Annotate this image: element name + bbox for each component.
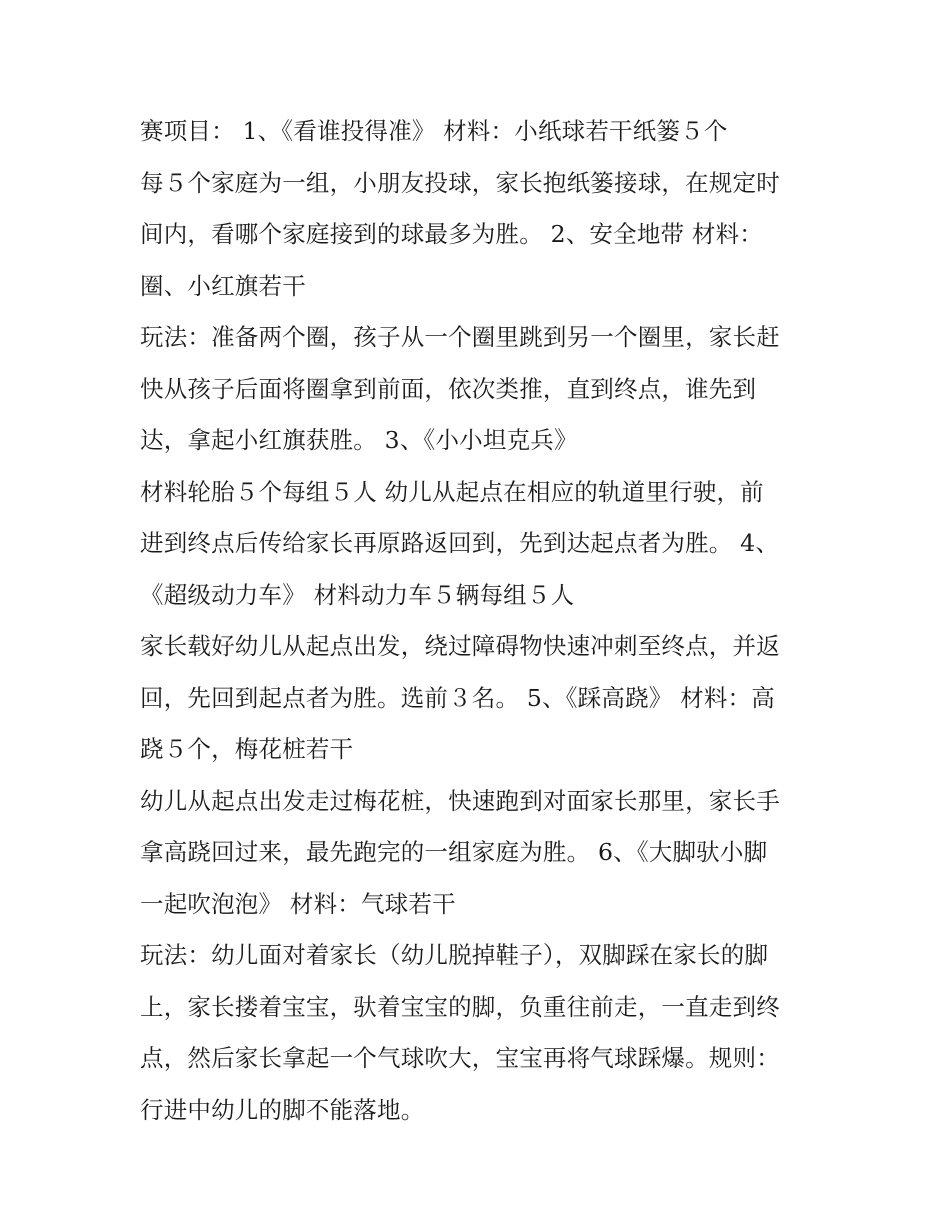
- text-line: 快从孩子后面将圈拿到前面，依次类推，直到终点，谁先到: [140, 374, 757, 403]
- text-line: 圈、小红旗若干: [140, 271, 306, 300]
- text-line: 家长载好幼儿从起点出发，绕过障碍物快速冲刺至终点，并返: [140, 632, 780, 660]
- text-line: 进到终点后传给家长再原路返回到，先到达起点者为胜。 4、: [140, 529, 780, 557]
- text-line: 跷５个，梅花桩若干: [140, 735, 354, 763]
- text-line: 一起吹泡泡》 材料：气球若干: [140, 889, 456, 918]
- text-line: 上，家长搂着宝宝，驮着宝宝的脚，负重往前走，一直走到终: [140, 992, 780, 1021]
- text-line: 达，拿起小红旗获胜。 3、《小小坦克兵》: [140, 426, 578, 454]
- text-line: 玩法：准备两个圈，孩子从一个圈里跳到另一个圈里，家长赶: [140, 323, 780, 351]
- text-line: 行进中幼儿的脚不能落地。: [140, 1095, 425, 1124]
- text-line: 点，然后家长拿起一个气球吹大，宝宝再将气球踩爆。规则：: [140, 1044, 780, 1072]
- document-body: [140, 106, 820, 1136]
- text-line: 回，先回到起点者为胜。选前３名。 5、《踩高跷》 材料：高: [140, 683, 775, 712]
- text-line: 幼儿从起点出发走过梅花桩，快速跑到对面家长那里，家长手: [140, 786, 780, 815]
- text-line: 间内，看哪个家庭接到的球最多为胜。 2、安全地带 材料：: [140, 220, 763, 248]
- text-line: 材料轮胎５个每组５人 幼儿从起点在相应的轨道里行驶，前: [140, 477, 764, 506]
- text-line: 拿高跷回过来，最先跑完的一组家庭为胜。 6、《大脚驮小脚: [140, 838, 768, 866]
- text-line: 玩法：幼儿面对着家长（幼儿脱掉鞋子），双脚踩在家长的脚: [140, 941, 769, 969]
- text-line: 每５个家庭为一组，小朋友投球，家长抱纸篓接球，在规定时: [140, 168, 780, 197]
- text-line: 《超级动力车》 材料动力车５辆每组５人: [140, 580, 575, 609]
- text-line: 赛项目： 1、《看谁投得准》 材料：小纸球若干纸篓５个: [140, 117, 728, 145]
